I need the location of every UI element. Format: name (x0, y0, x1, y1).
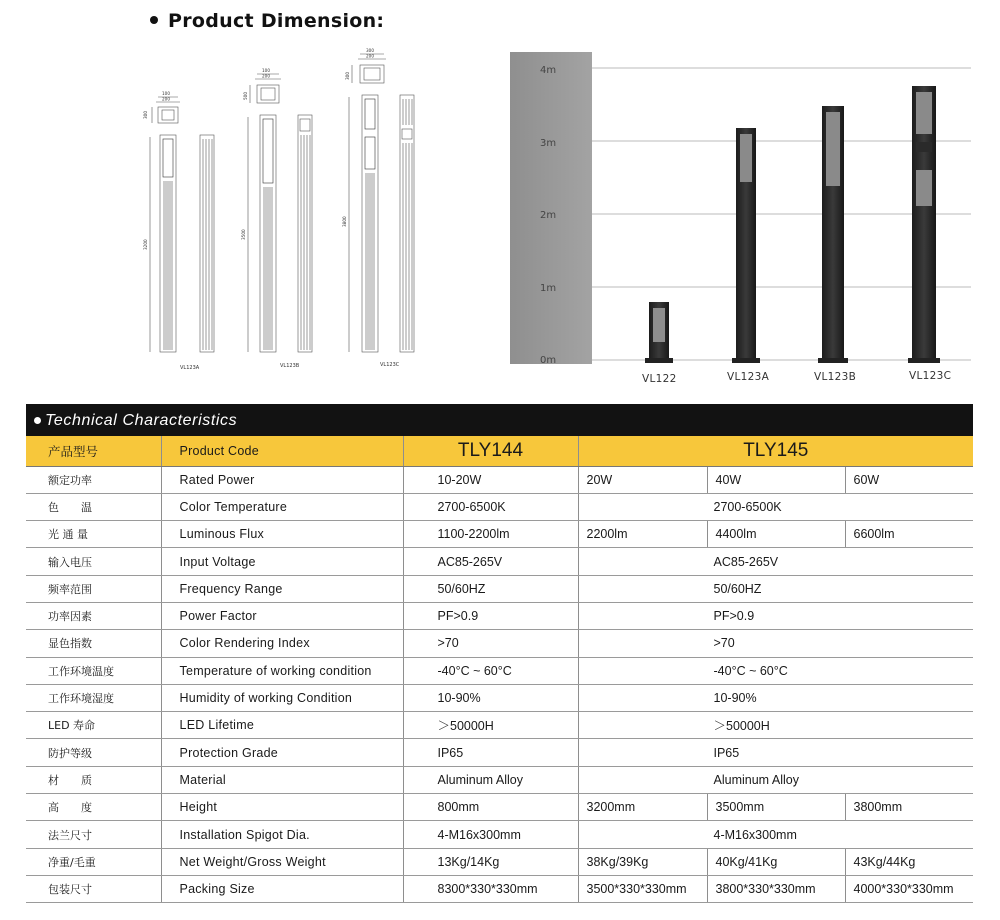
bullet-icon (34, 417, 41, 424)
spec-value-tly144: PF>0.9 (403, 602, 578, 629)
spec-label-en: Power Factor (161, 602, 403, 629)
spec-value-tly144: -40°C ~ 60°C (403, 657, 578, 684)
spec-value-tly145: 50/60HZ (578, 575, 973, 602)
spec-label-cn: 工作环境湿度 (26, 684, 161, 711)
tick-2m: 2m (540, 210, 557, 221)
tick-4m: 4m (540, 65, 557, 76)
spec-value-tly144: 10-20W (403, 466, 578, 493)
spec-value-tly144: 1100-2200lm (403, 521, 578, 548)
spec-value-tly144: 2700-6500K (403, 493, 578, 520)
spec-value-tly144: >70 (403, 630, 578, 657)
technical-characteristics-bar (26, 404, 973, 436)
spec-value-tly145: Aluminum Alloy (578, 766, 973, 793)
caption-vl123b: VL123B (280, 363, 300, 369)
spec-value-tly145-1: 20W (578, 466, 707, 493)
heading-text: Product Dimension: (168, 10, 385, 32)
pole-vl123c (908, 86, 940, 363)
spec-row (26, 575, 973, 602)
dim-a-top2: 200 (162, 96, 170, 102)
spec-value-tly144: 4-M16x300mm (403, 821, 578, 848)
spec-row (26, 657, 973, 684)
header-en: Product Code (161, 436, 403, 466)
dim-b-top: 100 (262, 68, 270, 73)
spec-row (26, 875, 973, 902)
spec-label-cn: 法兰尺寸 (26, 821, 161, 848)
spec-label-en: Height (161, 794, 403, 821)
spec-value-tly145-3: 6600lm (845, 521, 973, 548)
spec-label-en: Temperature of working condition (161, 657, 403, 684)
spec-label-cn: 输入电压 (26, 548, 161, 575)
tick-0m: 0m (540, 355, 557, 366)
spec-label-cn: 高 度 (26, 794, 161, 821)
spec-row (26, 821, 973, 848)
spec-label-cn: 防护等级 (26, 739, 161, 766)
spec-value-tly145-2: 3500mm (707, 794, 845, 821)
spec-label-en: Protection Grade (161, 739, 403, 766)
spec-row (26, 739, 973, 766)
spec-value-tly145-2: 40W (707, 466, 845, 493)
pole-vl123b (818, 106, 848, 363)
spec-value-tly144: 10-90% (403, 684, 578, 711)
spec-label-cn: 频率范围 (26, 575, 161, 602)
dimension-drawing (130, 48, 430, 385)
spec-label-cn: 包装尺寸 (26, 875, 161, 902)
spec-value-tly144: 50/60HZ (403, 575, 578, 602)
spec-value-tly145: -40°C ~ 60°C (578, 657, 973, 684)
spec-row (26, 712, 973, 739)
spec-value-tly145-2: 3800*330*330mm (707, 875, 845, 902)
spec-label-en: Color Rendering Index (161, 630, 403, 657)
caption-vl123c: VL123C (380, 362, 400, 368)
spec-label-en: Net Weight/Gross Weight (161, 848, 403, 875)
drawing-vl123b (248, 74, 312, 352)
spec-row (26, 521, 973, 548)
spec-label-cn: 净重/毛重 (26, 848, 161, 875)
spec-label-en: Humidity of working Condition (161, 684, 403, 711)
spec-value-tly144: ＞50000H (403, 712, 578, 739)
spec-row (26, 466, 973, 493)
header-model-tly144: TLY144 (403, 436, 578, 466)
dim-c-top2: 200 (366, 53, 374, 59)
spec-row (26, 684, 973, 711)
spec-label-cn: 材 质 (26, 766, 161, 793)
dim-b-side: 500 (243, 92, 248, 100)
scale-panel (510, 52, 592, 364)
spec-value-tly144: IP65 (403, 739, 578, 766)
spec-value-tly144: 13Kg/14Kg (403, 848, 578, 875)
spec-value-tly145-1: 3500*330*330mm (578, 875, 707, 902)
spec-value-tly145-2: 40Kg/41Kg (707, 848, 845, 875)
spec-label-en: Input Voltage (161, 548, 403, 575)
spec-label-cn: 工作环境温度 (26, 657, 161, 684)
spec-value-tly145-1: 3200mm (578, 794, 707, 821)
drawing-vl123a (150, 97, 214, 352)
spec-value-tly145: ＞50000H (578, 712, 973, 739)
spec-table (26, 436, 973, 903)
spec-value-tly145: PF>0.9 (578, 602, 973, 629)
spec-label-en: Luminous Flux (161, 521, 403, 548)
header-cn: 产品型号 (26, 436, 161, 466)
spec-label-cn: 功率因素 (26, 602, 161, 629)
label-vl122: VL122 (642, 373, 677, 385)
spec-value-tly145: 2700-6500K (578, 493, 973, 520)
dim-c-height: 3800 (342, 216, 347, 227)
product-dimension-heading (150, 10, 384, 32)
drawing-vl123c (349, 54, 414, 352)
height-comparison (508, 50, 980, 390)
spec-label-en: Material (161, 766, 403, 793)
dim-c-top: 300 (366, 48, 374, 53)
dim-b-top2: 200 (262, 73, 270, 79)
spec-value-tly145: 10-90% (578, 684, 973, 711)
spec-label-en: Packing Size (161, 875, 403, 902)
spec-value-tly145-3: 43Kg/44Kg (845, 848, 973, 875)
spec-header-row (26, 436, 973, 466)
spec-row (26, 548, 973, 575)
spec-label-cn: 光 通 量 (26, 521, 161, 548)
spec-label-en: Rated Power (161, 466, 403, 493)
spec-row (26, 766, 973, 793)
label-vl123a: VL123A (727, 371, 770, 383)
spec-label-cn: LED 寿命 (26, 712, 161, 739)
spec-value-tly144: 8300*330*330mm (403, 875, 578, 902)
bullet-icon (150, 16, 158, 24)
spec-label-cn: 显色指数 (26, 630, 161, 657)
spec-value-tly145: >70 (578, 630, 973, 657)
spec-row (26, 848, 973, 875)
dim-c-side: 300 (345, 72, 350, 80)
technical-title: Technical Characteristics (45, 412, 238, 429)
spec-value-tly145-1: 38Kg/39Kg (578, 848, 707, 875)
spec-value-tly144: 800mm (403, 794, 578, 821)
spec-value-tly145-3: 60W (845, 466, 973, 493)
spec-label-cn: 色 温 (26, 493, 161, 520)
tick-3m: 3m (540, 138, 557, 149)
spec-value-tly145-2: 4400lm (707, 521, 845, 548)
dim-a-top: 100 (162, 91, 170, 96)
spec-row (26, 630, 973, 657)
spec-row (26, 794, 973, 821)
spec-value-tly145: IP65 (578, 739, 973, 766)
pole-vl123a (732, 128, 760, 363)
spec-value-tly144: AC85-265V (403, 548, 578, 575)
dim-a-side: 300 (143, 111, 148, 119)
spec-value-tly145-3: 3800mm (845, 794, 973, 821)
spec-value-tly145: AC85-265V (578, 548, 973, 575)
spec-label-en: LED Lifetime (161, 712, 403, 739)
spec-value-tly145-3: 4000*330*330mm (845, 875, 973, 902)
spec-label-en: Color Temperature (161, 493, 403, 520)
spec-label-cn: 额定功率 (26, 466, 161, 493)
spec-label-en: Frequency Range (161, 575, 403, 602)
spec-label-en: Installation Spigot Dia. (161, 821, 403, 848)
caption-vl123a: VL123A (180, 365, 200, 371)
dim-b-height: 3500 (241, 229, 246, 240)
spec-value-tly145: 4-M16x300mm (578, 821, 973, 848)
tick-1m: 1m (540, 283, 557, 294)
spec-value-tly144: Aluminum Alloy (403, 766, 578, 793)
label-vl123c: VL123C (909, 370, 952, 382)
spec-row (26, 493, 973, 520)
header-model-tly145: TLY145 (578, 436, 973, 466)
spec-row (26, 602, 973, 629)
pole-vl122 (645, 302, 673, 363)
label-vl123b: VL123B (814, 371, 857, 383)
dim-a-height: 3200 (143, 239, 148, 250)
spec-value-tly145-1: 2200lm (578, 521, 707, 548)
